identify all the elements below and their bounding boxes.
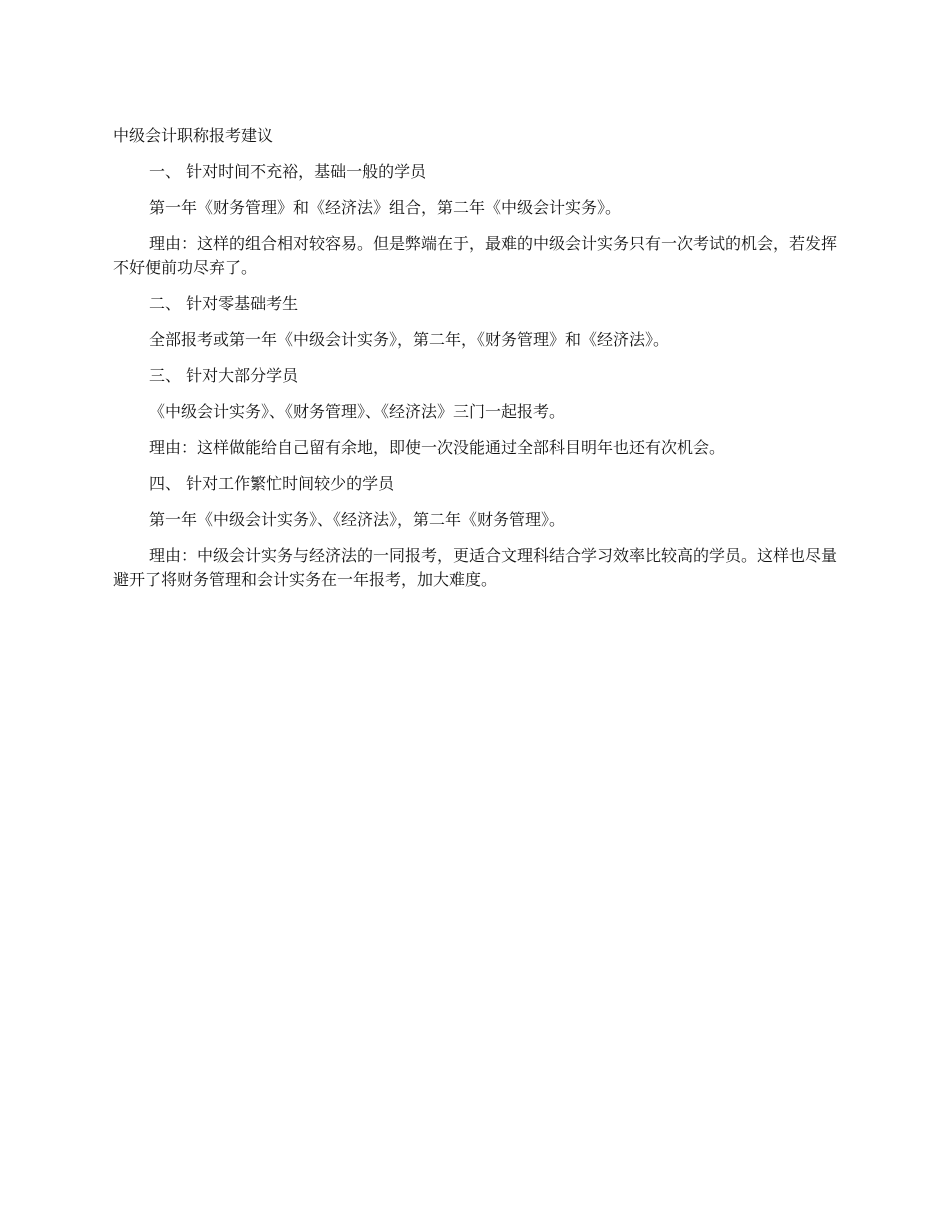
section-2-plan: 全部报考或第一年《中级会计实务》，第二年，《财务管理》和《经济法》。 (149, 330, 670, 349)
document-body (113, 124, 843, 604)
section-3-plan: 《中级会计实务》、《财务管理》、《经济法》三门一起报考。 (149, 402, 566, 421)
section-4-reason: 理由：中级会计实务与经济法的一同报考，更适合文理科结合学习效率比较高的学员。这样也尽量避开了将财务管理和会计实务在一年报考，加大难度。 (113, 546, 838, 589)
section-heading-2: 二、 针对零基础考生 (149, 294, 299, 313)
section-4-plan: 第一年《中级会计实务》、《经济法》，第二年《财务管理》。 (149, 510, 566, 529)
section-1-reason: 理由：这样的组合相对较容易。但是弊端在于，最难的中级会计实务只有一次考试的机会，若发挥不好便前功尽弃了。 (113, 234, 838, 277)
section-3-reason: 理由：这样做能给自己留有余地，即使一次没能通过全部科目明年也还有次机会。 (149, 438, 726, 457)
section-1-plan: 第一年《财务管理》和《经济法》组合，第二年《中级会计实务》。 (149, 198, 622, 217)
section-heading-1: 一、 针对时间不充裕，基础一般的学员 (149, 162, 427, 181)
section-heading-3: 三、 针对大部分学员 (149, 366, 299, 385)
section-heading-4: 四、 针对工作繁忙时间较少的学员 (149, 474, 395, 493)
document-title: 中级会计职称报考建议 (113, 126, 274, 145)
